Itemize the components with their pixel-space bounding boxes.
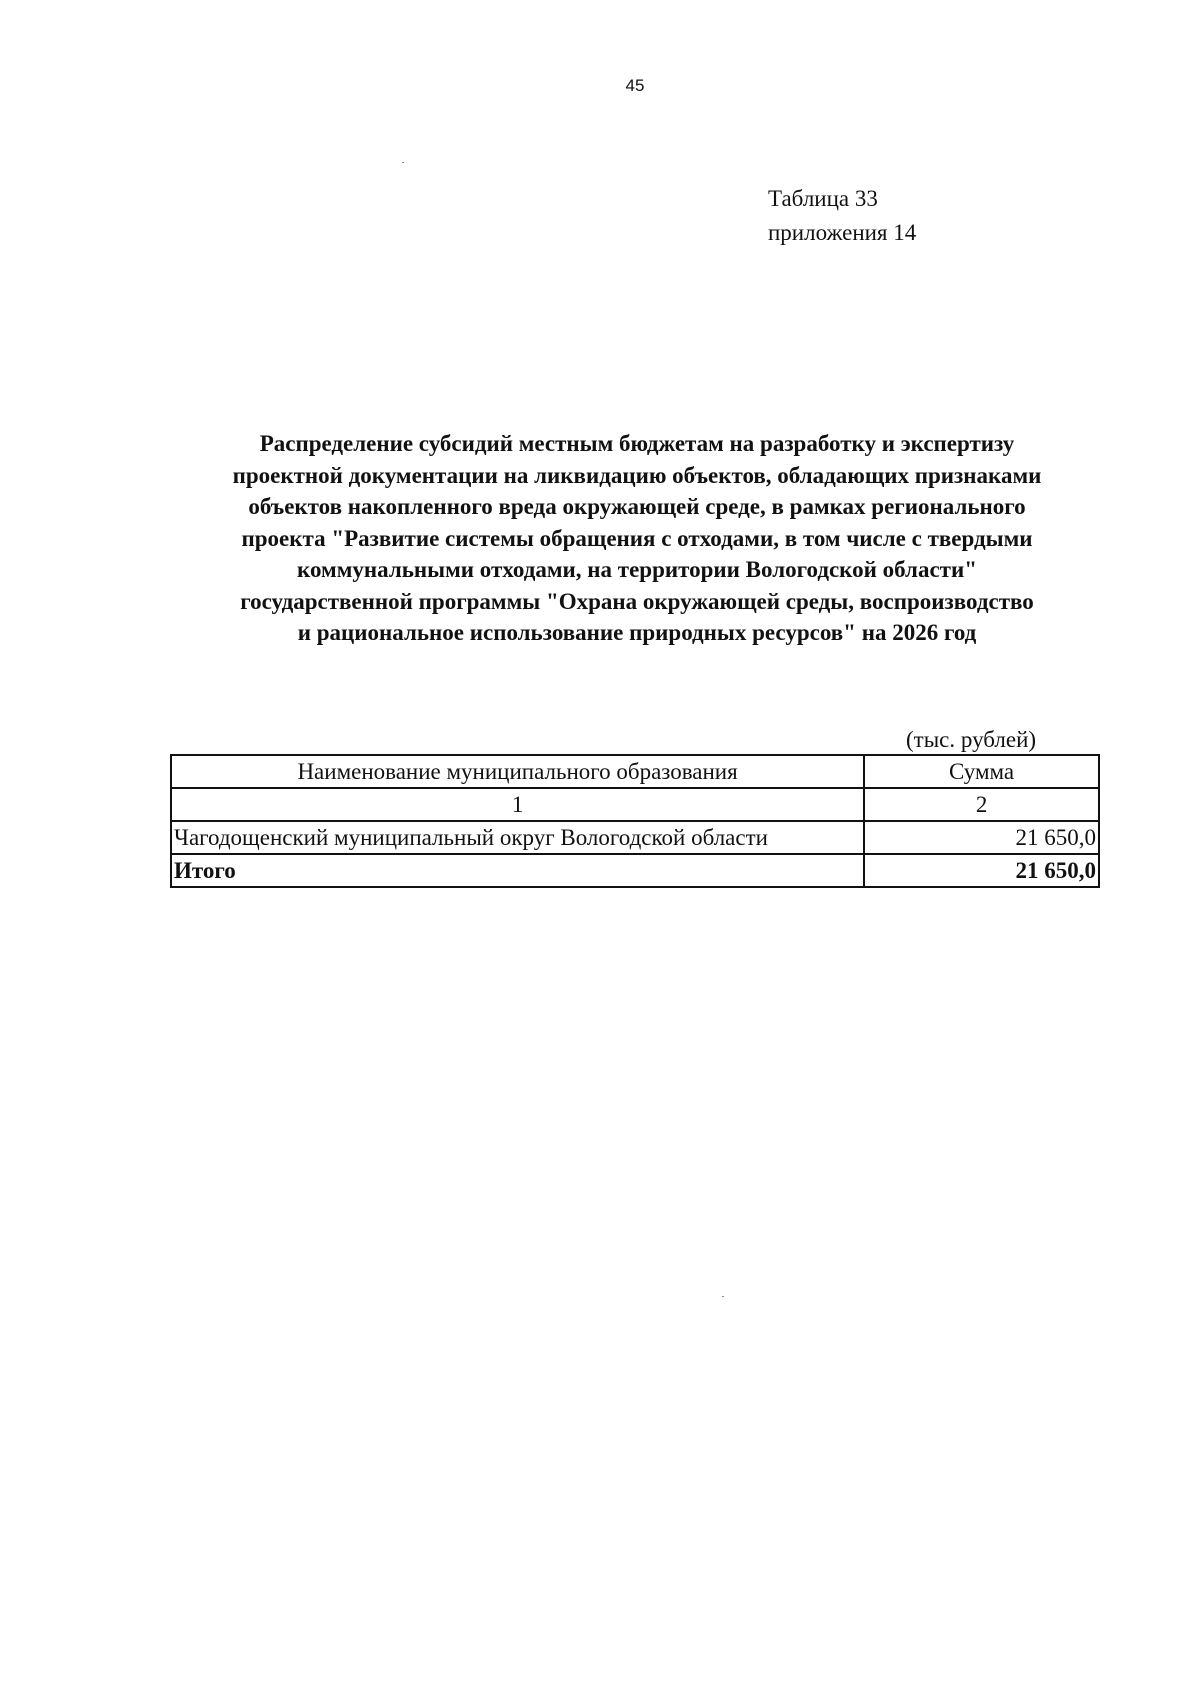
column-number-1: 1 (171, 788, 864, 821)
page-number: 45 (625, 76, 645, 95)
scan-speck (402, 162, 404, 163)
title-line: коммунальными отходами, на территории Вологодской области" (297, 557, 977, 582)
table-reference (768, 182, 916, 250)
table-header-row (171, 755, 1099, 788)
column-number-2: 2 (864, 788, 1099, 821)
header-name: Наименование муниципального образования (171, 755, 864, 788)
total-name: Итого (171, 854, 864, 887)
title-line: и рациональное использование природных ресурсов" на 2026 год (297, 620, 977, 645)
table-reference-line-2: приложения 14 (768, 220, 917, 245)
row-sum: 21 650,0 (864, 821, 1099, 854)
header-sum: Сумма (864, 755, 1099, 788)
table-total-row (171, 854, 1099, 887)
table-row (171, 821, 1099, 854)
table-reference-line-1: Таблица 33 (768, 186, 878, 211)
units-label: (тыс. рублей) (906, 727, 1037, 752)
row-name: Чагодощенский муниципальный округ Вологодской области (171, 821, 864, 854)
title-line: проекта "Развитие системы обращения с отходами, в том числе с твердыми (241, 525, 1033, 551)
title-line: объектов накопленного вреда окружающей среде, в рамках регионального (248, 494, 1026, 519)
scan-speck (722, 1296, 724, 1297)
table-column-number-row (171, 788, 1099, 821)
title-line: проектной документации на ликвидацию объектов, обладающих признаками (232, 462, 1042, 488)
total-sum: 21 650,0 (864, 854, 1099, 887)
document-title (160, 428, 1114, 649)
subsidy-table (170, 754, 1100, 888)
title-line: государственной программы "Охрана окружающей среды, воспроизводство (240, 588, 1034, 614)
title-line: Распределение субсидий местным бюджетам на разработку и экспертизу (259, 431, 1015, 456)
